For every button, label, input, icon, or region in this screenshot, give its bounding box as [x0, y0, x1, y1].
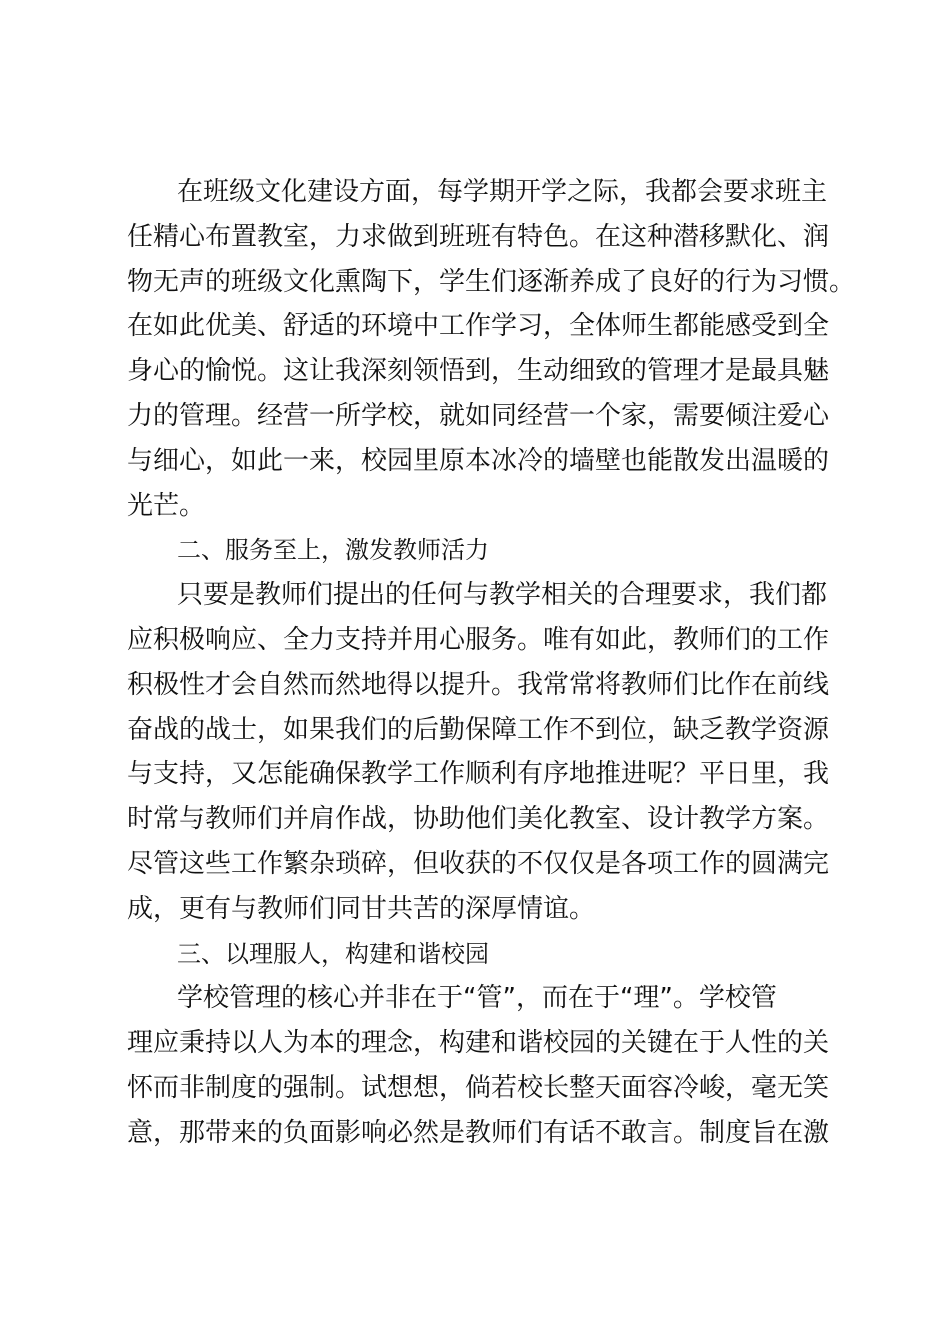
- paragraph-line: 物无声的班级文化熏陶下，学生们逐渐养成了良好的行为习惯。: [127, 266, 856, 297]
- paragraph-line: 时常与教师们并肩作战，协助他们美化教室、设计教学方案。: [127, 804, 830, 835]
- section-heading-harmony: 三、以理服人，构建和谐校园: [177, 939, 489, 968]
- paragraph-line: 意，那带来的负面影响必然是教师们有话不敢言。制度旨在激: [127, 1117, 830, 1148]
- paragraph-line: 成，更有与教师们同甘共苦的深厚情谊。: [127, 893, 596, 924]
- paragraph-line: 应积极响应、全力支持并用心服务。唯有如此，教师们的工作: [127, 624, 830, 655]
- paragraph-line: 与细心，如此一来，校园里原本冰冷的墙壁也能散发出温暖的: [127, 445, 830, 476]
- paragraph-line: 怀而非制度的强制。试想想，倘若校长整天面容冷峻，毫无笑: [127, 1072, 830, 1103]
- paragraph-line: 积极性才会自然而然地得以提升。我常常将教师们比作在前线: [127, 669, 830, 700]
- paragraph-line: 理应秉持以人为本的理念，构建和谐校园的关键在于人性的关: [127, 1028, 830, 1059]
- paragraph-line: 尽管这些工作繁杂琐碎，但收获的不仅仅是各项工作的圆满完: [127, 848, 830, 879]
- paragraph-line: 力的管理。经营一所学校，就如同经营一个家，需要倾注爱心: [127, 400, 830, 431]
- paragraph-line: 光芒。: [127, 490, 206, 521]
- paragraph-line: 任精心布置教室，力求做到班班有特色。在这种潜移默化、润: [127, 221, 830, 252]
- document-body: [127, 170, 856, 1156]
- paragraph-line: 在班级文化建设方面，每学期开学之际，我都会要求班主: [177, 177, 828, 207]
- paragraph-line: 只要是教师们提出的任何与教学相关的合理要求，我们都: [177, 580, 828, 611]
- paragraph-harmony: [127, 976, 839, 1155]
- paragraph-line: 学校管理的核心并非在于“管”，而在于“理”。学校管: [177, 983, 777, 1014]
- section-heading-service: 二、服务至上，激发教师活力: [177, 536, 489, 565]
- paragraph-class-culture: [127, 170, 856, 528]
- paragraph-line: 在如此优美、舒适的环境中工作学习，全体师生都能感受到全: [127, 311, 830, 342]
- paragraph-line: 奋战的战士，如果我们的后勤保障工作不到位，缺乏教学资源: [127, 714, 830, 745]
- paragraph-line: 身心的愉悦。这让我深刻领悟到，生动细致的管理才是最具魅: [127, 356, 830, 387]
- paragraph-service: [127, 573, 839, 931]
- paragraph-line: 与支持，又怎能确保教学工作顺利有序地推进呢？平日里，我: [127, 759, 830, 790]
